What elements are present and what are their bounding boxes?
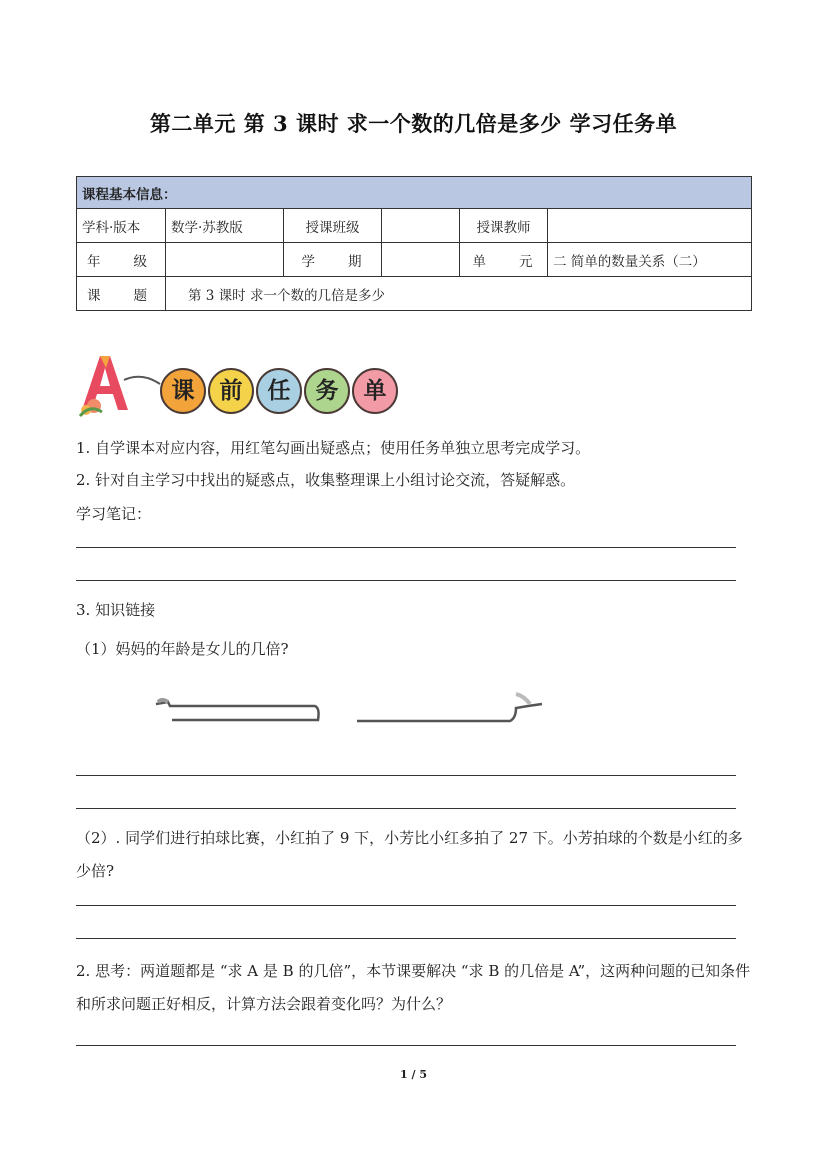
class-label: 授课班级 (284, 209, 382, 243)
banner-char-1: 课 (160, 368, 206, 414)
course-info-table (76, 176, 752, 311)
term-value (382, 243, 460, 277)
grade-value (166, 243, 284, 277)
letter-a-flower-icon (76, 350, 166, 420)
notes-label: 学习笔记： (76, 505, 152, 523)
answer-line (76, 775, 736, 776)
section-3-heading: 3. 知识链接 (76, 601, 156, 619)
unit-value: 二 简单的数量关系（二） (548, 243, 752, 277)
bar-diagram (150, 688, 550, 728)
table-row (77, 277, 752, 311)
course-info-header: 课程基本信息： (77, 177, 752, 209)
table-row (77, 243, 752, 277)
page-number: 1 / 5 (400, 1068, 427, 1081)
term-label: 学 期 (284, 243, 382, 277)
instruction-2: 2. 针对自主学习中找出的疑惑点，收集整理课上小组讨论交流，答疑解惑。 (76, 471, 576, 489)
answer-line (76, 905, 736, 906)
answer-line (76, 1045, 736, 1046)
question-1: （1）妈妈的年龄是女儿的几倍? (76, 640, 289, 658)
teacher-label: 授课教师 (460, 209, 548, 243)
class-value (382, 209, 460, 243)
think-question: 2. 思考：两道题都是 “求 A 是 B 的几倍”，本节课要解决 “求 B 的几倍是 A”，这两种问题的已知条件和所求问题正好相反，计算方法会跟着变化吗？为什么？ (76, 962, 751, 1013)
table-header-row (77, 177, 752, 209)
teacher-value (548, 209, 752, 243)
topic-value: 第 3 课时 求一个数的几倍是多少 (166, 277, 752, 311)
instruction-1: 1. 自学课本对应内容，用红笔勾画出疑惑点；使用任务单独立思考完成学习。 (76, 439, 591, 457)
pre-class-task-banner (76, 350, 406, 420)
banner-char-2: 前 (208, 368, 254, 414)
banner-char-3: 任 (256, 368, 302, 414)
unit-label: 单 元 (460, 243, 548, 277)
grade-label: 年 级 (77, 243, 166, 277)
table-row (77, 209, 752, 243)
banner-char-5: 单 (352, 368, 398, 414)
banner-char-4: 务 (304, 368, 350, 414)
subject-value: 数学·苏教版 (166, 209, 284, 243)
answer-line (76, 580, 736, 581)
subject-label: 学科·版本 (77, 209, 166, 243)
question-2: （2）. 同学们进行拍球比赛，小红拍了 9 下，小芳比小红多拍了 27 下。小芳拍球的个数是小红的多少倍? (76, 829, 743, 880)
answer-line (76, 938, 736, 939)
page-title: 第二单元 第 3 课时 求一个数的几倍是多少 学习任务单 (149, 111, 678, 136)
answer-line (76, 547, 736, 548)
answer-line (76, 808, 736, 809)
topic-label: 课 题 (77, 277, 166, 311)
